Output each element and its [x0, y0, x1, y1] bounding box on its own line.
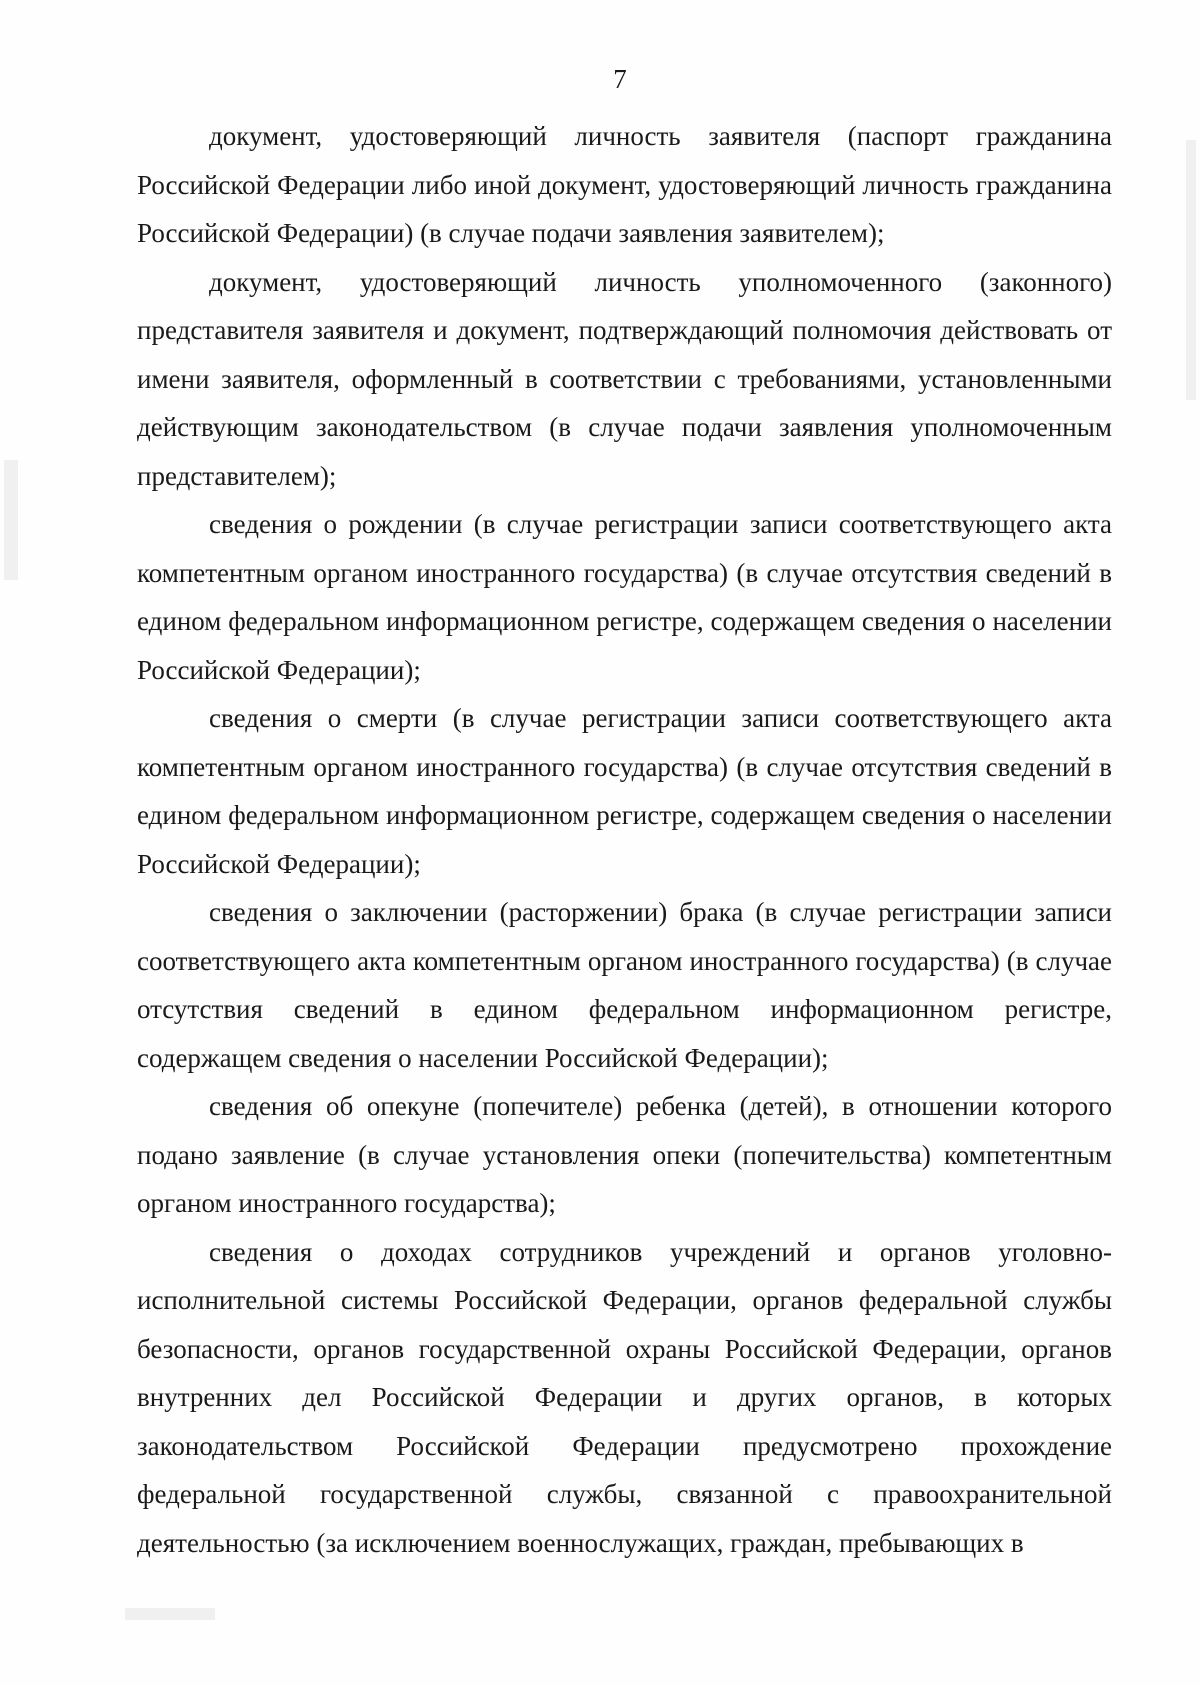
paragraph-marriage-records: сведения о заключении (расторжении) брака (в случае регистрации записи соответствующего акта компетентным органом иностранного государства) (в случае отсутствия сведений в едином федеральном информационном регистре, содержащем сведения о населении Российской Федерации); — [137, 897, 1112, 1073]
document-body — [137, 112, 1112, 1567]
paragraph-birth-records: сведения о рождении (в случае регистрации записи соответствующего акта компетентным органом иностранного государства) (в случае отсутствия сведений в едином федеральном информационном регистре, содержащем сведения о населении Российской Федерации); — [137, 509, 1112, 685]
scan-noise-left — [4, 460, 18, 580]
paragraph-income-records: сведения о доходах сотрудников учреждений и органов уголовно-исполнительной системы Российской Федерации, органов федеральной службы безопасности, органов государственной охраны Российской Федерации, органов внутренних дел Российской Федерации и других органов, в которых законодательством Российской Федерации предусмотрено прохождение федеральной государственной службы, связанной с правоохранительной деятельностью (за исключением военнослужащих, граждан, пребывающих в — [137, 1236, 1112, 1558]
paragraph-representative-documents: документ, удостоверяющий личность уполномоченного (законного) представителя заявителя и документ, подтверждающий полномочия действовать от имени заявителя, оформленный в соответствии с требованиями, установленными действующим законодательством (в случае подачи заявления уполномоченным представителем); — [137, 266, 1112, 491]
paragraph-applicant-id-document: документ, удостоверяющий личность заявителя (паспорт гражданина Российской Федерации либо иной документ, удостоверяющий личность гражданина Российской Федерации) (в случае подачи заявления заявителем); — [137, 121, 1112, 248]
page-number: 7 — [613, 64, 627, 94]
scan-noise-right — [1186, 140, 1196, 400]
paragraph-death-records: сведения о смерти (в случае регистрации записи соответствующего акта компетентным органом иностранного государства) (в случае отсутствия сведений в едином федеральном информационном регистре, содержащем сведения о населении Российской Федерации); — [137, 703, 1112, 879]
paragraph-guardian-records: сведения об опекуне (попечителе) ребенка (детей), в отношении которого подано заявление (в случае установления опеки (попечительства) компетентным органом иностранного государства); — [137, 1091, 1112, 1218]
scan-noise-bottom — [125, 1608, 215, 1620]
